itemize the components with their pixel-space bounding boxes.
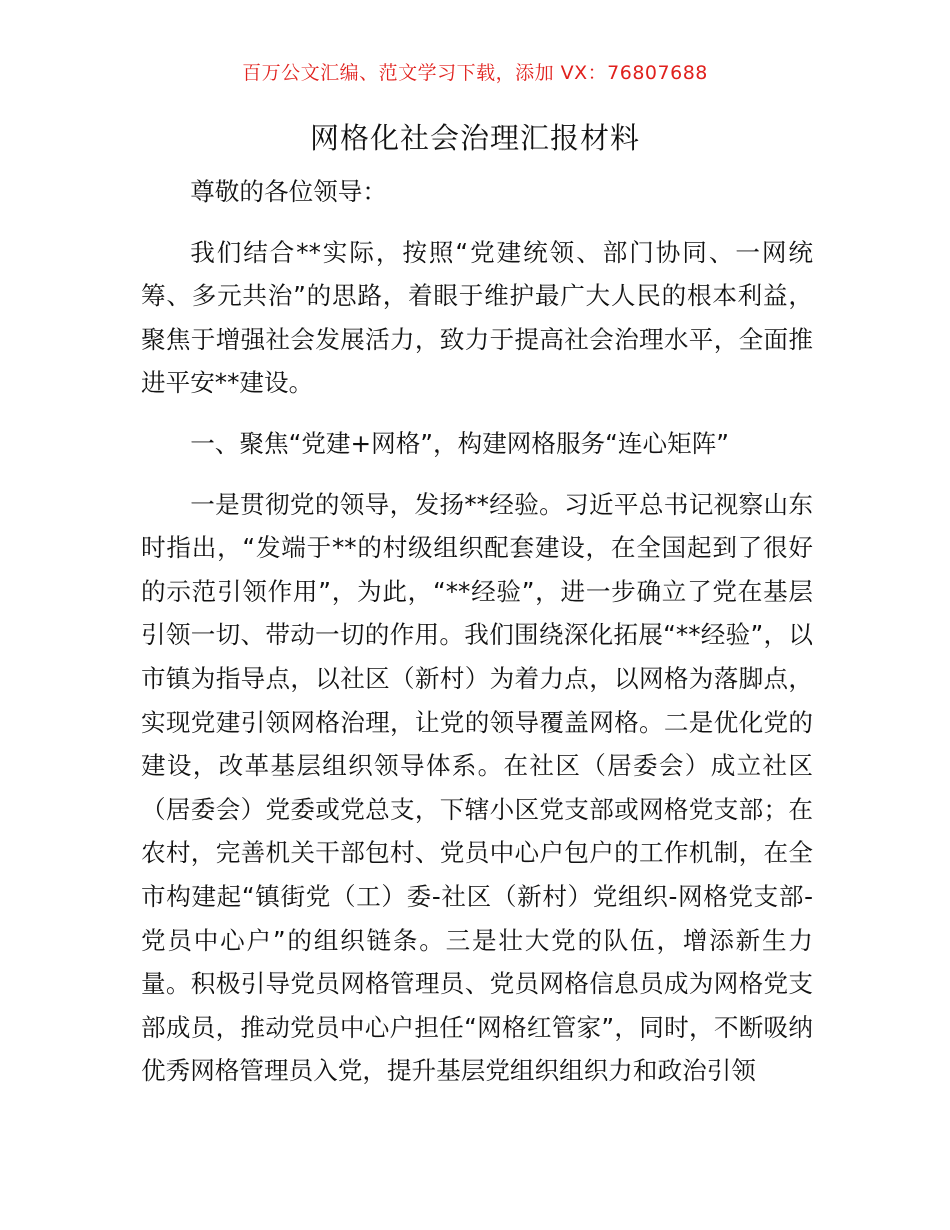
salutation: 尊敬的各位领导： bbox=[190, 177, 387, 206]
document-body bbox=[141, 170, 813, 1093]
intro-paragraph: 我们结合**实际，按照“党建统领、部门协同、一网统筹、多元共治”的思路，着眼于维护最广大人民的根本利益，聚焦于增强社会发展活力，致力于提高社会治理水平，全面推进平安**建设。 bbox=[141, 237, 813, 398]
header-promo-text: 百万公文汇编、范文学习下载，添加 VX：76807688 bbox=[242, 62, 708, 84]
section-body-paragraph: 一是贯彻党的领导，发扬**经验。习近平总书记视察山东时指出，“发端于**的村级组织配套建设，在全国起到了很好的示范引领作用”，为此，“**经验”，进一步确立了党在基层引领一切、带动一切的作用。我们围绕深化拓展“**经验”，以市镇为指导点，以社区（新村）为着力点，以网格为落脚点，实现党建引领网格治理，让党的领导覆盖网格。二是优化党的建设，改革基层组织领导体系。在社区（居委会）成立社区（居委会）党委或党总支，下辖小区党支部或网格党支部；在农村，完善机关干部包村、党员中心户包户的工作机制，在全市构建起“镇街党（工）委-社区（新村）党组织-网格党支部-党员中心户”的组织链条。三是壮大党的队伍，增添新生力量。积极引导党员网格管理员、党员网格信息员成为网格党支部成员，推动党员中心户担任“网格红管家”，同时，不断吸纳优秀网格管理员入党，提升基层党组织组织力和政治引领 bbox=[141, 489, 813, 1086]
section-heading: 一、聚焦“党建+网格”，构建网格服务“连心矩阵” bbox=[190, 428, 730, 458]
document-title: 网格化社会治理汇报材料 bbox=[309, 121, 640, 155]
